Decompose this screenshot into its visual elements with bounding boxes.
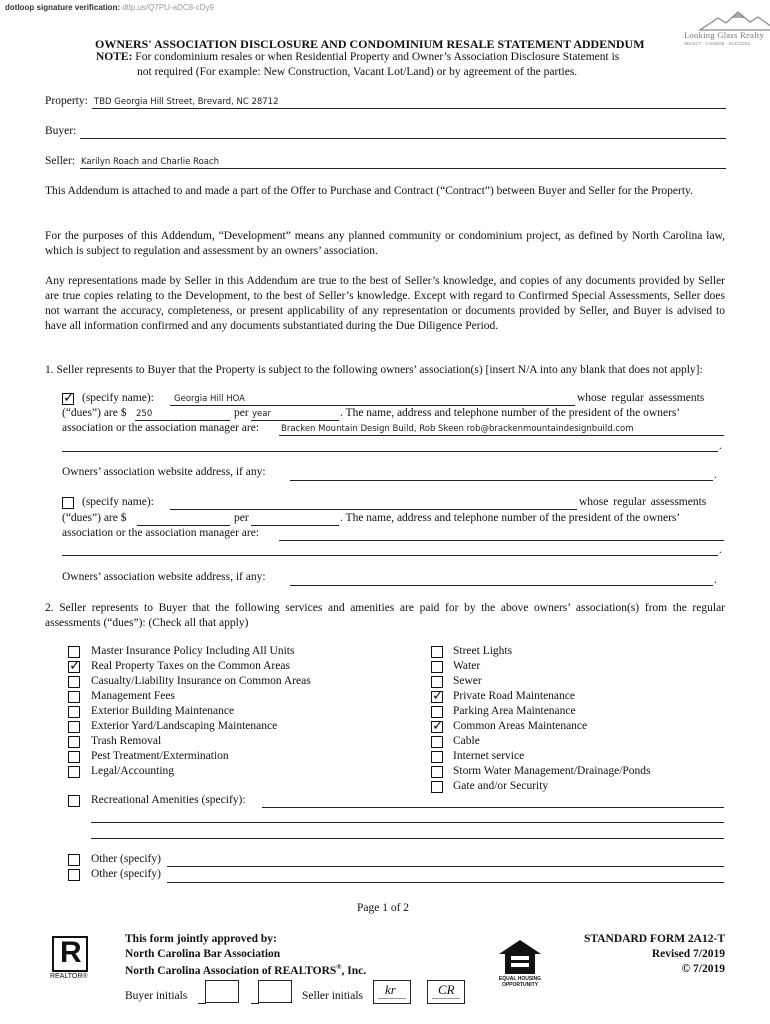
association-2-dues-line bbox=[137, 525, 230, 526]
realtor-logo bbox=[50, 936, 90, 982]
association-2-website-period: . bbox=[714, 574, 717, 586]
other-1-line bbox=[167, 866, 724, 867]
seller-initials-box-2[interactable] bbox=[427, 980, 465, 1004]
standard-form-number: STANDARD FORM 2A12-T bbox=[584, 933, 725, 945]
equal-housing-icon bbox=[497, 938, 543, 976]
recreational-label: Recreational Amenities (specify): bbox=[91, 794, 246, 806]
amenity-left-checkbox[interactable] bbox=[68, 751, 80, 763]
association-1-manager-field[interactable]: Bracken Mountain Design Build, Rob Skeen rob@brackenmountaindesignbuild.com bbox=[281, 424, 634, 434]
equal-housing-logo bbox=[497, 938, 543, 988]
recreational-line-1 bbox=[262, 807, 724, 808]
form-title: OWNERS' ASSOCIATION DISCLOSURE AND CONDOMINIUM RESALE STATEMENT ADDENDUM bbox=[95, 37, 645, 51]
amenity-right-label: Private Road Maintenance bbox=[453, 690, 575, 702]
association-2-whose: whose regular assessments bbox=[579, 496, 707, 508]
nc-bar-association: North Carolina Bar Association bbox=[125, 948, 281, 960]
recreational-checkbox[interactable] bbox=[68, 795, 80, 807]
note-text-1: For condominium resales or when Residential Property and Owner’s Association Disclosure Statement is bbox=[135, 51, 620, 63]
association-1-manager-line-2 bbox=[62, 451, 718, 452]
amenity-right-label: Sewer bbox=[453, 675, 482, 687]
seller-initials-1-stamp bbox=[378, 998, 406, 999]
buyer-initials-box-2[interactable] bbox=[258, 980, 292, 1003]
page-number: Page 1 of 2 bbox=[357, 902, 410, 914]
amenity-right-checkbox[interactable] bbox=[431, 706, 443, 718]
seller-line bbox=[80, 168, 726, 169]
amenity-left-checkbox[interactable] bbox=[68, 676, 80, 688]
association-1-dues-line bbox=[135, 420, 230, 421]
company-logo bbox=[680, 10, 768, 50]
buyer-line bbox=[80, 138, 726, 139]
amenity-right-checkbox[interactable] bbox=[431, 661, 443, 673]
association-1-dues-field[interactable]: 250 bbox=[136, 409, 153, 419]
association-1-manager-label: association or the association manager are: bbox=[62, 422, 260, 434]
association-1-checkbox[interactable] bbox=[62, 393, 74, 405]
seller-initials-label: Seller initials bbox=[302, 990, 364, 1002]
amenity-right-label: Storm Water Management/Drainage/Ponds bbox=[453, 765, 651, 777]
mountain-logo-icon bbox=[698, 10, 770, 32]
realtor-r-icon bbox=[52, 936, 88, 972]
seller-initials-box-1[interactable] bbox=[373, 980, 411, 1004]
association-1-website-period: . bbox=[714, 469, 717, 481]
amenity-right-checkbox[interactable] bbox=[431, 721, 443, 733]
seller-initials-2: CR bbox=[438, 982, 455, 997]
paragraph-addendum: This Addendum is attached to and made a part of the Offer to Purchase and Contract (“Contract”) between Buyer and Seller for the Property. bbox=[45, 185, 693, 197]
amenity-left-label: Pest Treatment/Extermination bbox=[91, 750, 229, 762]
equal-housing-caption: EQUAL HOUSING OPPORTUNITY bbox=[498, 976, 542, 988]
amenity-right-checkbox[interactable] bbox=[431, 766, 443, 778]
amenity-right-label: Cable bbox=[453, 735, 480, 747]
copyright: © 7/2019 bbox=[681, 963, 725, 975]
seller-initials-1: kr bbox=[385, 982, 396, 997]
amenity-right-label: Water bbox=[453, 660, 481, 672]
amenity-right-checkbox[interactable] bbox=[431, 781, 443, 793]
association-2-checkbox[interactable] bbox=[62, 497, 74, 509]
association-1-manager-line bbox=[279, 435, 724, 436]
approved-by: This form jointly approved by: bbox=[125, 933, 277, 945]
dotloop-link[interactable]: dtlp.us/Q7PU-aDC8-cDy9 bbox=[122, 3, 214, 12]
recreational-line-2 bbox=[91, 822, 724, 823]
amenity-right-checkbox[interactable] bbox=[431, 691, 443, 703]
association-2-period: . bbox=[719, 544, 722, 556]
other-1-label: Other (specify) bbox=[91, 853, 161, 865]
association-1-website-line bbox=[290, 480, 713, 481]
other-2-checkbox[interactable] bbox=[68, 869, 80, 881]
amenity-right-label: Gate and/or Security bbox=[453, 780, 549, 792]
note-label: NOTE: bbox=[96, 51, 133, 63]
amenity-left-checkbox[interactable] bbox=[68, 661, 80, 673]
amenity-right-label: Internet service bbox=[453, 750, 525, 762]
amenity-left-checkbox[interactable] bbox=[68, 766, 80, 778]
realtor-mark: R bbox=[60, 936, 82, 969]
association-1-name-field[interactable]: Georgia Hill HOA bbox=[174, 394, 245, 404]
amenity-right-checkbox[interactable] bbox=[431, 676, 443, 688]
association-2-website-label: Owners’ association website address, if any: bbox=[62, 571, 266, 583]
association-1-whose: whose regular assessments bbox=[577, 392, 705, 404]
dotloop-label: dotloop signature verification: bbox=[5, 3, 121, 12]
section-1-intro: 1. Seller represents to Buyer that the Property is subject to the following owners’ association(s) [insert N/A into any blank that does not apply]: bbox=[45, 364, 703, 376]
association-2-website-line bbox=[290, 585, 713, 586]
amenity-left-label: Management Fees bbox=[91, 690, 175, 702]
amenity-left-checkbox[interactable] bbox=[68, 721, 80, 733]
other-2-label: Other (specify) bbox=[91, 868, 161, 880]
buyer-initials-line-1 bbox=[198, 1003, 206, 1004]
association-2-per-label: per bbox=[234, 512, 249, 524]
seller-field[interactable]: Karilyn Roach and Charlie Roach bbox=[81, 157, 220, 167]
registered-mark: ® bbox=[336, 963, 342, 971]
amenity-right-checkbox[interactable] bbox=[431, 736, 443, 748]
amenity-left-label: Legal/Accounting bbox=[91, 765, 175, 777]
logo-name: Looking Glass Realty bbox=[684, 30, 765, 40]
association-2-specify-label: (specify name): bbox=[82, 496, 154, 508]
amenity-right-label: Parking Area Maintenance bbox=[453, 705, 576, 717]
amenity-right-label: Street Lights bbox=[453, 645, 513, 657]
amenity-left-label: Trash Removal bbox=[91, 735, 162, 747]
association-1-website-label: Owners’ association website address, if any: bbox=[62, 466, 266, 478]
association-2-dues-label: (“dues”) are $ bbox=[62, 512, 127, 524]
association-2-name-line bbox=[170, 509, 577, 510]
buyer-label: Buyer: bbox=[45, 125, 77, 137]
association-1-period: . bbox=[719, 440, 722, 452]
note-line-1 bbox=[96, 51, 619, 63]
amenity-left-checkbox[interactable] bbox=[68, 691, 80, 703]
amenity-left-label: Exterior Yard/Landscaping Maintenance bbox=[91, 720, 278, 732]
amenity-left-label: Real Property Taxes on the Common Areas bbox=[91, 660, 290, 672]
logo-tagline: SELECT · CHANGE · SUCCESS bbox=[684, 41, 751, 46]
association-2-president-text: . The name, address and telephone number of the president of the owners’ bbox=[340, 512, 681, 524]
association-2-manager-line-2 bbox=[62, 555, 718, 556]
association-2-per-line bbox=[251, 525, 339, 526]
dotloop-verification bbox=[5, 3, 214, 12]
association-1-website-field[interactable] bbox=[292, 469, 710, 480]
paragraph-representations: Any representations made by Seller in this Addendum are true to the best of Seller’s knowledge, and copies of any documents provided by Seller are true copies relating to the Development, to the best of Seller’s knowledge. Except with regard to Confirmed Special Assessments, Seller does not warrant the accuracy, completeness, or present applicability of any representation or documents provided by Seller, and Buyer is advised to have all information confirmed and any documents substantiated during the Due Diligence Period. bbox=[45, 275, 725, 332]
amenity-left-label: Casualty/Liability Insurance on Common Areas bbox=[91, 675, 311, 687]
association-1-dues-label: (“dues”) are $ bbox=[62, 407, 127, 419]
amenity-right-checkbox[interactable] bbox=[431, 751, 443, 763]
amenity-left-checkbox[interactable] bbox=[68, 706, 80, 718]
note-line-2: not required (For example: New Construction, Vacant Lot/Land) or by agreement of the parties. bbox=[137, 66, 578, 78]
other-1-checkbox[interactable] bbox=[68, 854, 80, 866]
property-field[interactable]: TBD Georgia Hill Street, Brevard, NC 28712 bbox=[94, 97, 279, 107]
seller-label: Seller: bbox=[45, 155, 76, 167]
section-2-intro: 2. Seller represents to Buyer that the following services and amenities are paid for by the above owners’ association(s) from the regular assessments (“dues”): (Check all that apply) bbox=[45, 602, 725, 629]
association-2-manager-label: association or the association manager are: bbox=[62, 527, 260, 539]
amenity-left-label: Exterior Building Maintenance bbox=[91, 705, 235, 717]
association-1-specify-label: (specify name): bbox=[82, 392, 154, 404]
amenity-right-checkbox[interactable] bbox=[431, 646, 443, 658]
nc-realtors bbox=[125, 963, 366, 977]
amenity-left-label: Master Insurance Policy Including All Units bbox=[91, 645, 295, 657]
association-2-manager-line bbox=[279, 540, 724, 541]
paragraph-development: For the purposes of this Addendum, “Development” means any planned community or condominium project, as defined by North Carolina law, which is subject to regulation and assessment by an owners’ association. bbox=[45, 230, 725, 257]
association-1-name-line bbox=[170, 405, 575, 406]
association-1-per-label: per bbox=[234, 407, 249, 419]
realtor-caption: REALTOR® bbox=[50, 973, 88, 980]
nc-realtors-inc: , Inc. bbox=[341, 964, 367, 977]
association-1-president-text: . The name, address and telephone number of the president of the owners’ bbox=[340, 407, 681, 419]
other-2-line bbox=[167, 882, 724, 883]
buyer-initials-label: Buyer initials bbox=[125, 990, 188, 1002]
amenity-left-checkbox[interactable] bbox=[68, 736, 80, 748]
buyer-initials-line-2 bbox=[251, 1003, 259, 1004]
seller-initials-2-stamp bbox=[432, 998, 460, 999]
amenity-right-label: Common Areas Maintenance bbox=[453, 720, 588, 732]
buyer-initials-box-1[interactable] bbox=[205, 980, 239, 1003]
property-label: Property: bbox=[45, 95, 88, 107]
property-line bbox=[92, 108, 726, 109]
revised-date: Revised 7/2019 bbox=[651, 948, 725, 960]
association-1-per-field[interactable]: year bbox=[252, 409, 271, 419]
recreational-line-3 bbox=[91, 838, 724, 839]
amenity-left-checkbox[interactable] bbox=[68, 646, 80, 658]
nc-realtors-name: North Carolina Association of REALTORS bbox=[125, 964, 337, 977]
buyer-field[interactable] bbox=[82, 127, 722, 138]
association-1-per-line bbox=[251, 420, 339, 421]
